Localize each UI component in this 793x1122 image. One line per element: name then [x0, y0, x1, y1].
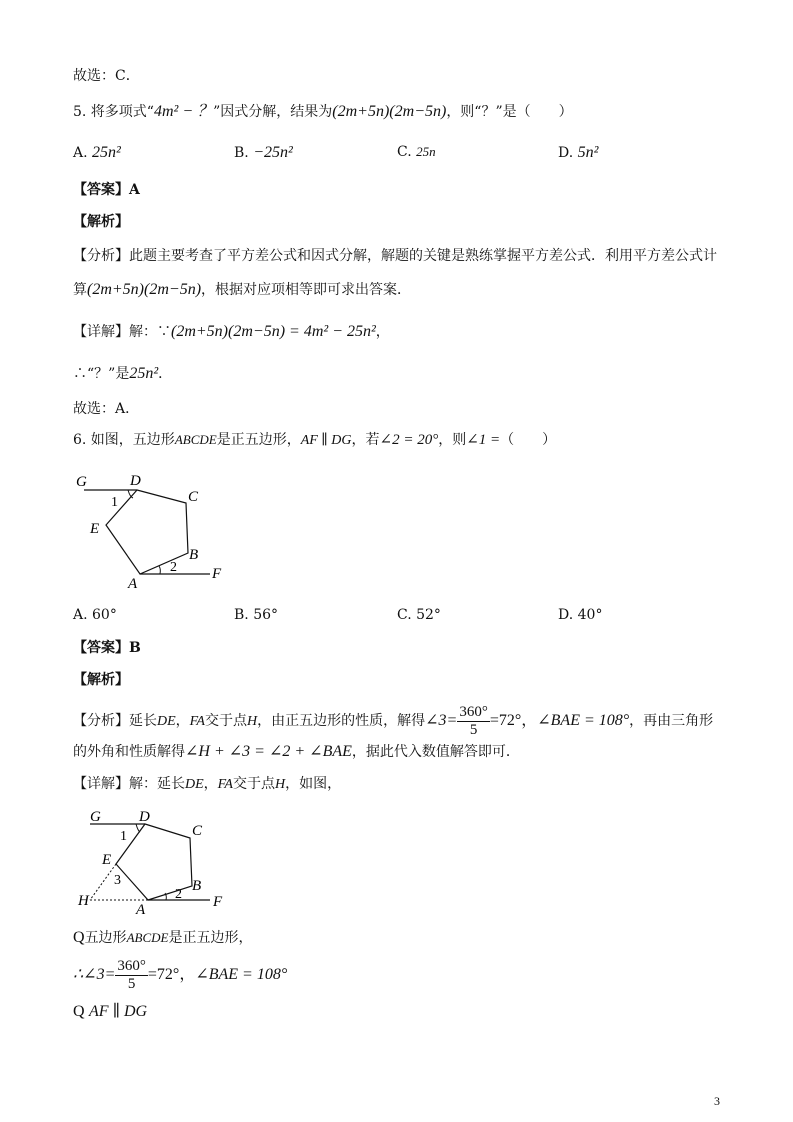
label-angle-3: 3 [114, 873, 121, 888]
label-angle-2: 2 [175, 887, 182, 902]
label-f: F [213, 894, 223, 910]
q5-selection: 故选：A． [73, 401, 140, 417]
q6-option-c: C. 52° [397, 607, 441, 623]
formula: H [274, 777, 286, 792]
formula: AF ∥ DG [300, 433, 352, 448]
angle-2-arc [165, 893, 166, 900]
text: ， [203, 776, 218, 792]
pentagon-figure [70, 465, 240, 595]
formula: FA [217, 777, 233, 792]
because-parallel [73, 1002, 147, 1022]
numerator: 360° [459, 703, 488, 720]
label-a: A [136, 902, 146, 918]
text: （ ） [500, 432, 557, 448]
label-b: B [189, 547, 199, 563]
because-symbol: Q [73, 1003, 85, 1020]
q5-middle: ”因式分解，结果为 [213, 104, 333, 120]
denominator: 5 [469, 721, 478, 738]
formula: =72°， [489, 712, 538, 729]
formula: ∴∠3= [73, 966, 116, 983]
formula: =72°， [147, 966, 196, 983]
option-letter: A. [73, 145, 88, 161]
label-g: G [90, 809, 101, 825]
q5-detail [73, 322, 390, 342]
text: 五边形 [84, 930, 127, 946]
text: 交于点 [232, 776, 275, 792]
q5-analysis-line2 [73, 280, 411, 300]
q5-prefix: 5. 将多项式“ [73, 104, 154, 120]
formula: DE [185, 777, 204, 792]
therefore-angle3 [73, 954, 287, 996]
option-letter: B. [234, 145, 249, 161]
text: ，据此代入数值解答即可． [351, 744, 520, 760]
label-a: A [128, 576, 138, 592]
q5-therefore [73, 364, 172, 384]
label-angle-1: 1 [120, 829, 127, 844]
label-c: C [192, 823, 203, 839]
because-line [73, 928, 252, 948]
formula: (2m+5n)(2m−5n) [87, 281, 202, 298]
text: ． [158, 366, 173, 382]
text: ，如图， [285, 776, 342, 792]
label-angle-1: 1 [111, 495, 118, 510]
q6-explanation-heading: 【解析】 [73, 672, 129, 688]
q6-option-d: D. 40° [558, 607, 603, 623]
text: ， [175, 713, 190, 729]
text: ，由正五边形的性质，解得 [257, 713, 426, 729]
q6-option-b: B. 56° [234, 607, 279, 623]
formula: ∠2 = 20° [379, 432, 439, 448]
formula: DE [157, 714, 176, 729]
text: ，再由三角形 [629, 713, 714, 729]
q5-option-b [234, 144, 293, 162]
formula: ∠3= [425, 712, 458, 729]
fraction [457, 704, 490, 739]
text: 是正五边形， [168, 930, 253, 946]
fraction [115, 958, 148, 993]
q5-analysis-line1: 【分析】此题主要考查了平方差公式和因式分解，解题的关键是熟练掌握平方差公式．利用平方差公式计 [73, 248, 717, 264]
q6-answer: 【答案】B [73, 640, 141, 656]
page-number: 3 [714, 1094, 720, 1108]
formula: H [246, 714, 258, 729]
label-b: B [192, 878, 202, 894]
q5-option-c [397, 144, 436, 160]
text: 的外角和性质解得 [73, 744, 185, 760]
formula: ∠H + ∠3 = ∠2 + ∠BAE [185, 743, 352, 760]
option-value: 5n² [577, 144, 599, 161]
q5-option-a [73, 144, 121, 162]
text: ，则 [438, 432, 467, 448]
question-6 [73, 430, 556, 451]
option-value: −25n² [253, 144, 293, 161]
q6-analysis-line2 [73, 742, 520, 762]
question-5 [73, 102, 573, 122]
pentagon-extended-figure [70, 800, 240, 920]
text: ，若 [351, 432, 380, 448]
because-symbol: Q [73, 929, 85, 946]
label-d: D [139, 809, 150, 825]
q6-detail [73, 774, 341, 795]
formula: ∠1 = [466, 432, 501, 448]
dashed-eh [90, 864, 116, 900]
q6-analysis-line1 [73, 700, 713, 743]
q6-option-a: A. 60° [73, 607, 117, 623]
label-angle-2: 2 [170, 560, 177, 575]
text: ， [375, 324, 390, 340]
q5-explanation-heading: 【解析】 [73, 214, 129, 230]
text: 交于点 [204, 713, 247, 729]
label-f: F [212, 566, 222, 582]
label-e: E [90, 521, 100, 537]
text: 【详解】解：延长 [73, 776, 185, 792]
formula: ∠BAE = 108° [537, 712, 630, 729]
q5-factored: (2m+5n)(2m−5n) [332, 103, 447, 120]
numerator: 360° [117, 957, 146, 974]
q5-suffix: ，则“？”是（ ） [446, 104, 573, 120]
label-g: G [76, 474, 87, 490]
formula: FA [189, 714, 205, 729]
option-value: 25n [416, 144, 436, 159]
q5-option-d [558, 144, 598, 162]
label-d: D [130, 473, 141, 489]
angle-2-arc [159, 566, 160, 574]
formula: AF ∥ DG [89, 1003, 148, 1020]
text: 【分析】延长 [73, 713, 157, 729]
text: ，根据对应项相等即可求出答案． [201, 282, 412, 298]
text: 6. 如图，五边形 [73, 432, 175, 448]
formula: ABCDE [174, 432, 217, 447]
answer-choice-line: 故选：C． [73, 68, 140, 84]
option-letter: D. [558, 145, 574, 161]
q5-expression: 4m² − ？ [153, 103, 214, 120]
option-value: 25n² [92, 144, 121, 161]
option-letter: C. [397, 144, 412, 160]
denominator: 5 [127, 975, 136, 992]
text: ∴“？”是 [73, 366, 130, 382]
text: 是正五边形， [216, 432, 301, 448]
text: 算 [73, 282, 87, 298]
label-h: H [78, 893, 89, 909]
q5-answer: 【答案】A [73, 182, 140, 198]
formula: 25n² [129, 365, 159, 382]
label-c: C [188, 489, 199, 505]
formula: (2m+5n)(2m−5n) = 4m² − 25n² [171, 323, 376, 340]
formula: ∠BAE = 108° [195, 966, 288, 983]
formula: ABCDE [126, 930, 169, 945]
text: 【详解】解：∵ [73, 324, 171, 340]
label-e: E [102, 852, 112, 868]
